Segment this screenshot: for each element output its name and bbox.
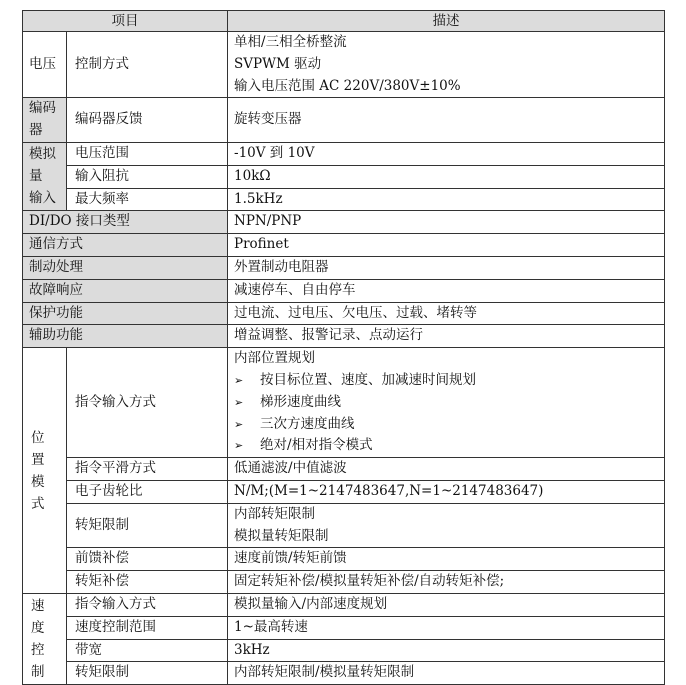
- speed-desc: 模拟量输入/内部速度规划: [228, 593, 665, 616]
- simple-label: 辅助功能: [23, 325, 228, 348]
- encoder-desc: 旋转变压器: [228, 98, 665, 143]
- speed-label-char: 度: [31, 620, 45, 637]
- analog-sub: 电压范围: [67, 142, 228, 165]
- analog-sub: 最大频率: [67, 188, 228, 211]
- position-desc: 速度前馈/转矩前馈: [228, 548, 665, 571]
- simple-label: 保护功能: [23, 302, 228, 325]
- header-row: [23, 11, 665, 32]
- encoder-label: 编码器: [23, 98, 67, 143]
- simple-label: 通信方式: [23, 234, 228, 257]
- header-desc: 描述: [228, 11, 665, 32]
- speed-label-char: 速: [31, 598, 45, 615]
- speed-row: [23, 639, 665, 662]
- simple-row: [23, 211, 665, 234]
- position-desc: [228, 503, 665, 548]
- speed-sub: 转矩限制: [67, 662, 228, 685]
- arrow-bullet-icon: ➢: [234, 439, 244, 453]
- analog-sub: 输入阻抗: [67, 165, 228, 188]
- position-row: [23, 458, 665, 481]
- voltage-desc: [228, 32, 665, 98]
- simple-row: [23, 279, 665, 302]
- position-label: [23, 348, 67, 594]
- voltage-line: SVPWM 驱动: [234, 55, 322, 72]
- speed-label-char: 控: [31, 642, 45, 659]
- position-row: [23, 480, 665, 503]
- position-row: [23, 548, 665, 571]
- voltage-sub: 控制方式: [67, 32, 228, 98]
- analog-row: [23, 142, 665, 165]
- encoder-row: [23, 98, 665, 143]
- position-row: [23, 503, 665, 548]
- position-label-char: 位: [31, 429, 45, 446]
- voltage-line: 单相/三相全桥整流: [234, 34, 347, 50]
- position-desc: 固定转矩补偿/模拟量转矩补偿/自动转矩补偿;: [228, 571, 665, 594]
- voltage-label: 电压: [23, 32, 67, 98]
- position-label-char: 模: [31, 473, 45, 490]
- simple-row: [23, 302, 665, 325]
- speed-sub: 指令输入方式: [67, 593, 228, 616]
- speed-sub: 带宽: [67, 639, 228, 662]
- header-item: 项目: [23, 11, 228, 32]
- bullet-item: ➢ 三次方速度曲线: [234, 414, 658, 436]
- simple-desc: 外置制动电阻器: [228, 256, 665, 279]
- position-label-char: 式: [31, 495, 45, 512]
- analog-row: [23, 165, 665, 188]
- analog-desc: 1.5kHz: [228, 188, 665, 211]
- simple-row: [23, 256, 665, 279]
- analog-label: [23, 142, 67, 210]
- arrow-bullet-icon: ➢: [234, 373, 244, 387]
- simple-desc: 增益调整、报警记录、点动运行: [228, 325, 665, 348]
- bullet-item: ➢ 按目标位置、速度、加减速时间规划: [234, 370, 658, 392]
- position-sub: 转矩补偿: [67, 571, 228, 594]
- speed-row: [23, 593, 665, 616]
- bullet-item: ➢ 梯形速度曲线: [234, 392, 658, 414]
- position-sub: 指令平滑方式: [67, 458, 228, 481]
- spec-table: [22, 10, 665, 685]
- analog-label-line: 模拟量: [29, 145, 56, 184]
- analog-desc: -10V 到 10V: [228, 142, 665, 165]
- simple-row: [23, 325, 665, 348]
- speed-label-char: 制: [31, 664, 45, 681]
- speed-label: [23, 593, 67, 684]
- speed-desc: 内部转矩限制/模拟量转矩限制: [228, 662, 665, 685]
- speed-desc: 3kHz: [228, 639, 665, 662]
- simple-row: [23, 234, 665, 257]
- voltage-line: 输入电压范围 AC 220V/380V±10%: [234, 77, 461, 94]
- simple-desc: NPN/PNP: [228, 211, 665, 234]
- position-sub: 电子齿轮比: [67, 480, 228, 503]
- position-row: [23, 571, 665, 594]
- position-cmd-line: 内部位置规划: [234, 350, 316, 367]
- arrow-bullet-icon: ➢: [234, 417, 244, 431]
- voltage-row: [23, 32, 665, 98]
- simple-label: 制动处理: [23, 256, 228, 279]
- torque-limit-line: 模拟量转矩限制: [234, 527, 329, 544]
- arrow-bullet-icon: ➢: [234, 395, 244, 409]
- torque-limit-line: 内部转矩限制: [234, 505, 316, 522]
- position-desc: N/M;(M=1~2147483647,N=1~2147483647): [228, 480, 665, 503]
- analog-label-line: 输入: [29, 189, 56, 206]
- speed-desc: 1~最高转速: [228, 616, 665, 639]
- speed-row: [23, 616, 665, 639]
- simple-label: DI/DO 接口类型: [23, 211, 228, 234]
- speed-sub: 速度控制范围: [67, 616, 228, 639]
- position-label-char: 置: [31, 451, 45, 468]
- position-sub: 转矩限制: [67, 503, 228, 548]
- bullet-item: ➢ 绝对/相对指令模式: [234, 435, 658, 457]
- analog-row: [23, 188, 665, 211]
- position-sub: 指令输入方式: [67, 348, 228, 458]
- simple-desc: 减速停车、自由停车: [228, 279, 665, 302]
- simple-desc: Profinet: [228, 234, 665, 257]
- position-sub: 前馈补偿: [67, 548, 228, 571]
- simple-label: 故障响应: [23, 279, 228, 302]
- position-desc: 低通滤波/中值滤波: [228, 458, 665, 481]
- speed-row: [23, 662, 665, 685]
- simple-desc: 过电流、过电压、欠电压、过载、堵转等: [228, 302, 665, 325]
- analog-desc: 10kΩ: [228, 165, 665, 188]
- position-cmd-desc: [228, 348, 665, 458]
- encoder-sub: 编码器反馈: [67, 98, 228, 143]
- position-row: [23, 348, 665, 458]
